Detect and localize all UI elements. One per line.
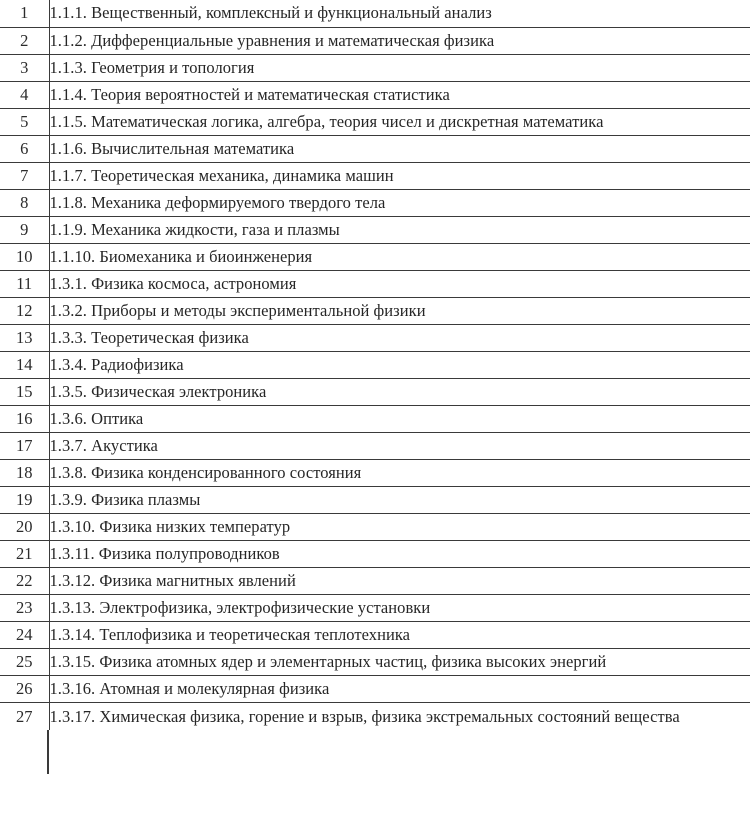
speciality-name-cell: 1.1.10. Биомеханика и биоинженерия <box>49 243 750 270</box>
table-row <box>0 459 750 486</box>
speciality-name-cell: 1.3.13. Электрофизика, электрофизические установки <box>49 594 750 621</box>
row-number-cell: 5 <box>0 108 49 135</box>
row-number-cell: 2 <box>0 27 49 54</box>
table-row <box>0 324 750 351</box>
table-row <box>0 108 750 135</box>
table-row <box>0 351 750 378</box>
table-row <box>0 513 750 540</box>
table-row <box>0 162 750 189</box>
column-divider-continuation <box>47 730 49 774</box>
table-row <box>0 675 750 702</box>
row-number-cell: 3 <box>0 54 49 81</box>
table-row <box>0 135 750 162</box>
table-row <box>0 648 750 675</box>
speciality-name-cell: 1.3.1. Физика космоса, астрономия <box>49 270 750 297</box>
speciality-name-cell: 1.1.8. Механика деформируемого твердого тела <box>49 189 750 216</box>
speciality-name-cell: 1.3.6. Оптика <box>49 405 750 432</box>
table-row <box>0 486 750 513</box>
speciality-name-cell: 1.3.15. Физика атомных ядер и элементарных частиц, физика высоких энергий <box>49 648 750 675</box>
row-number-cell: 23 <box>0 594 49 621</box>
table-row <box>0 189 750 216</box>
table-row <box>0 378 750 405</box>
table-tail-area <box>0 730 750 774</box>
table-row <box>0 594 750 621</box>
row-number-cell: 27 <box>0 702 49 730</box>
speciality-name-cell: 1.3.7. Акустика <box>49 432 750 459</box>
row-number-cell: 16 <box>0 405 49 432</box>
table-row <box>0 432 750 459</box>
table-row <box>0 405 750 432</box>
row-number-cell: 24 <box>0 621 49 648</box>
speciality-name-cell: 1.3.14. Теплофизика и теоретическая теплотехника <box>49 621 750 648</box>
row-number-cell: 8 <box>0 189 49 216</box>
speciality-name-cell: 1.3.9. Физика плазмы <box>49 486 750 513</box>
table-row <box>0 54 750 81</box>
row-number-cell: 18 <box>0 459 49 486</box>
speciality-name-cell: 1.1.4. Теория вероятностей и математическая статистика <box>49 81 750 108</box>
table-row <box>0 216 750 243</box>
speciality-name-cell: 1.3.12. Физика магнитных явлений <box>49 567 750 594</box>
speciality-name-cell: 1.3.5. Физическая электроника <box>49 378 750 405</box>
speciality-name-cell: 1.3.17. Химическая физика, горение и взрыв, физика экстремальных состояний вещества <box>49 702 750 730</box>
row-number-cell: 20 <box>0 513 49 540</box>
speciality-name-cell: 1.1.3. Геометрия и топология <box>49 54 750 81</box>
speciality-name-cell: 1.3.8. Физика конденсированного состояния <box>49 459 750 486</box>
table-row <box>0 567 750 594</box>
speciality-name-cell: 1.1.6. Вычислительная математика <box>49 135 750 162</box>
speciality-name-cell: 1.1.5. Математическая логика, алгебра, теория чисел и дискретная математика <box>49 108 750 135</box>
speciality-name-cell: 1.1.2. Дифференциальные уравнения и математическая физика <box>49 27 750 54</box>
speciality-name-cell: 1.3.2. Приборы и методы экспериментальной физики <box>49 297 750 324</box>
row-number-cell: 22 <box>0 567 49 594</box>
speciality-name-cell: 1.1.1. Вещественный, комплексный и функциональный анализ <box>49 0 750 27</box>
row-number-cell: 9 <box>0 216 49 243</box>
row-number-cell: 7 <box>0 162 49 189</box>
table-row <box>0 81 750 108</box>
row-number-cell: 11 <box>0 270 49 297</box>
row-number-cell: 14 <box>0 351 49 378</box>
table-row <box>0 702 750 730</box>
table-row <box>0 243 750 270</box>
row-number-cell: 15 <box>0 378 49 405</box>
row-number-cell: 12 <box>0 297 49 324</box>
row-number-cell: 4 <box>0 81 49 108</box>
row-number-cell: 1 <box>0 0 49 27</box>
table-row <box>0 297 750 324</box>
row-number-cell: 6 <box>0 135 49 162</box>
speciality-name-cell: 1.3.11. Физика полупроводников <box>49 540 750 567</box>
row-number-cell: 25 <box>0 648 49 675</box>
table-row <box>0 270 750 297</box>
row-number-cell: 19 <box>0 486 49 513</box>
speciality-name-cell: 1.3.4. Радиофизика <box>49 351 750 378</box>
row-number-cell: 21 <box>0 540 49 567</box>
row-number-cell: 26 <box>0 675 49 702</box>
row-number-cell: 17 <box>0 432 49 459</box>
row-number-cell: 10 <box>0 243 49 270</box>
speciality-name-cell: 1.1.9. Механика жидкости, газа и плазмы <box>49 216 750 243</box>
table-row <box>0 540 750 567</box>
table-row <box>0 27 750 54</box>
speciality-name-cell: 1.3.16. Атомная и молекулярная физика <box>49 675 750 702</box>
table-row <box>0 621 750 648</box>
table-row <box>0 0 750 27</box>
row-number-cell: 13 <box>0 324 49 351</box>
speciality-name-cell: 1.3.10. Физика низких температур <box>49 513 750 540</box>
speciality-name-cell: 1.3.3. Теоретическая физика <box>49 324 750 351</box>
speciality-name-cell: 1.1.7. Теоретическая механика, динамика машин <box>49 162 750 189</box>
